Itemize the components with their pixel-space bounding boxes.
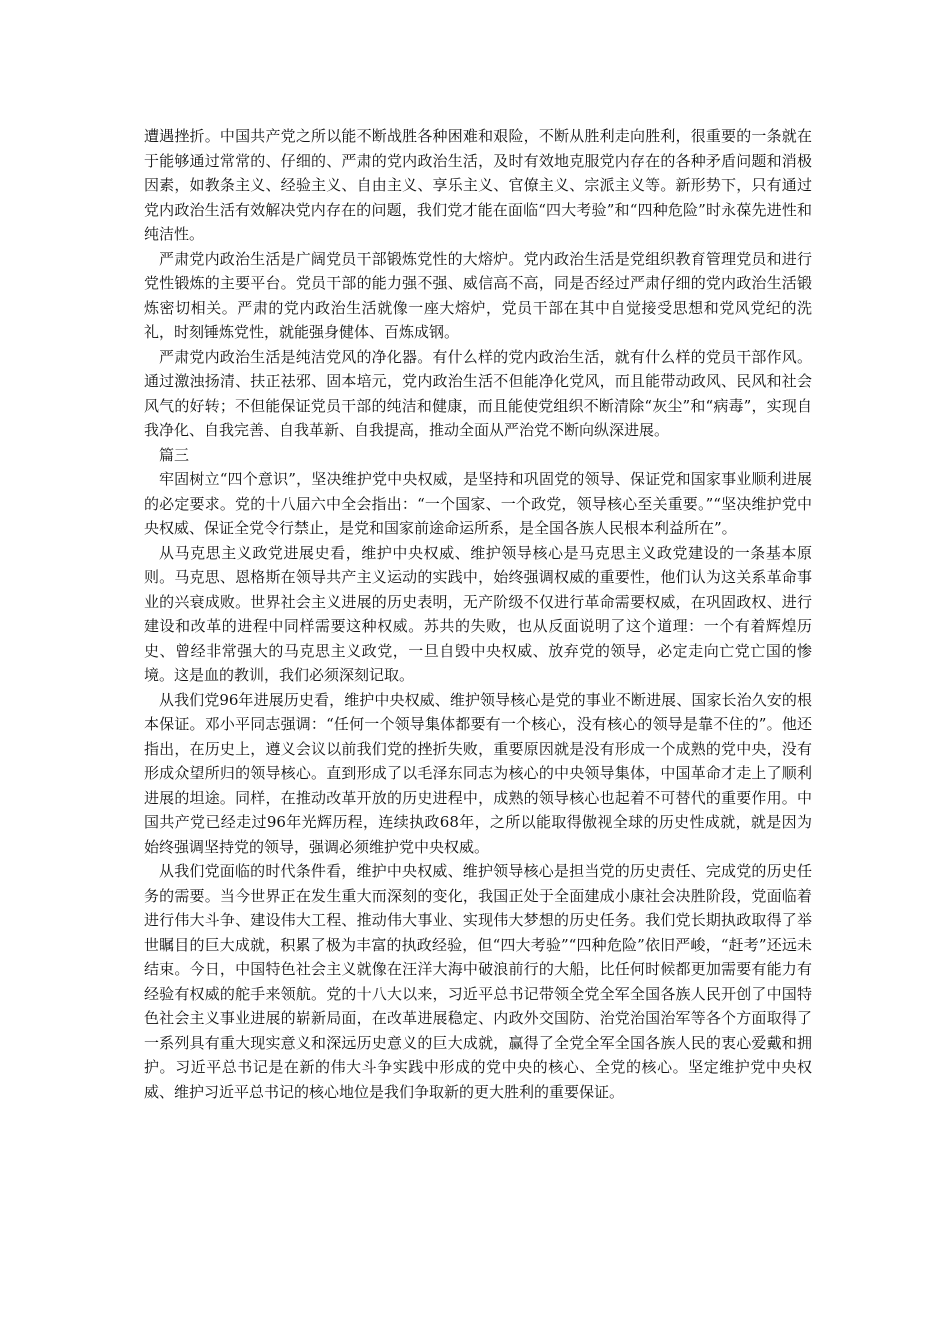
- paragraph-2: 严肃党内政治生活是广阔党员干部锻炼党性的大熔炉。党内政治生活是党组织教育管理党员和进行党性锻炼的主要平台。党员干部的能力强不强、威信高不高，同是否经过严肃仔细的党内政治生活锻炼密切相关。严肃的党内政治生活就像一座大熔炉，党员干部在其中自觉接受思想和党风党纪的洗礼，时刻锤炼党性，就能强身健体、百炼成钢。: [144, 249, 812, 341]
- document-body: [144, 124, 812, 1104]
- paragraph-3: 严肃党内政治生活是纯洁党风的净化器。有什么样的党内政治生活，就有什么样的党员干部作风。通过激浊扬清、扶正祛邪、固本培元，党内政治生活不但能净化党风，而且能带动政风、民风和社会风气的好转；不但能保证党员干部的纯洁和健康，而且能使党组织不断清除“灰尘”和“病毒”，实现自我净化、自我完善、自我革新、自我提高，推动全面从严治党不断向纵深进展。: [144, 347, 812, 439]
- paragraph-8: 从我们党面临的时代条件看，维护中央权威、维护领导核心是担当党的历史责任、完成党的历史任务的需要。当今世界正在发生重大而深刻的变化，我国正处于全面建成小康社会决胜阶段，党面临着进行伟大斗争、建设伟大工程、推动伟大事业、实现伟大梦想的历史任务。我们党长期执政取得了举世瞩目的巨大成就，积累了极为丰富的执政经验，但“四大考验”“四种危险”依旧严峻，“赶考”还远未结束。今日，中国特色社会主义就像在汪洋大海中破浪前行的大船，比任何时候都更加需要有能力有经验有权威的舵手来领航。党的十八大以来，习近平总书记带领全党全军全国各族人民开创了中国特色社会主义事业进展的崭新局面，在改革进展稳定、内政外交国防、治党治国治军等各个方面取得了一系列具有重大现实意义和深远历史意义的巨大成就，赢得了全党全军全国各族人民的衷心爱戴和拥护。习近平总书记是在新的伟大斗争实践中形成的党中央的核心、全党的核心。坚定维护党中央权威、维护习近平总书记的核心地位是我们争取新的更大胜利的重要保证。: [144, 862, 812, 1101]
- section-heading: 篇三: [159, 445, 190, 464]
- paragraph-6: 从马克思主义政党进展史看，维护中央权威、维护领导核心是马克思主义政党建设的一条基本原则。马克思、恩格斯在领导共产主义运动的实践中，始终强调权威的重要性，他们认为这关系革命事业的兴衰成败。世界社会主义进展的历史表明，无产阶级不仅进行革命需要权威，在巩固政权、进行建设和改革的进程中同样需要这种权威。苏共的失败，也从反面说明了这个道理：一个有着辉煌历史、曾经非常强大的马克思主义政党，一旦自毁中央权威、放弃党的领导，必定走向亡党亡国的惨境。这是血的教训，我们必须深刻记取。: [144, 543, 812, 684]
- paragraph-7: 从我们党96年进展历史看，维护中央权威、维护领导核心是党的事业不断进展、国家长治久安的根本保证。邓小平同志强调：“任何一个领导集体都要有一个核心，没有核心的领导是靠不住的”。他还指出，在历史上，遵义会议以前我们党的挫折失败，重要原因就是没有形成一个成熟的党中央，没有形成众望所归的领导核心。直到形成了以毛泽东同志为核心的中央领导集体，中国革命才走上了顺利进展的坦途。同样，在推动改革开放的历史进程中，成熟的领导核心也起着不可替代的重要作用。中国共产党已经走过96年光辉历程，连续执政68年，之所以能取得傲视全球的历史性成就，就是因为始终强调坚持党的领导，强调必须维护党中央权威。: [144, 690, 812, 856]
- paragraph-5: 牢固树立“四个意识”，坚决维护党中央权威，是坚持和巩固党的领导、保证党和国家事业顺利进展的必定要求。党的十八届六中全会指出：“一个国家、一个政党，领导核心至关重要。”“坚决维护党中央权威、保证全党令行禁止，是党和国家前途命运所系，是全国各族人民根本利益所在”。: [144, 470, 812, 537]
- paragraph-1: 遭遇挫折。中国共产党之所以能不断战胜各种困难和艰险，不断从胜利走向胜利，很重要的一条就在于能够通过常常的、仔细的、严肃的党内政治生活，及时有效地克服党内存在的各种矛盾问题和消极因素，如教条主义、经验主义、自由主义、享乐主义、官僚主义、宗派主义等。新形势下，只有通过党内政治生活有效解决党内存在的问题，我们党才能在面临“四大考验”和“四种危险”时永葆先进性和纯洁性。: [144, 127, 812, 243]
